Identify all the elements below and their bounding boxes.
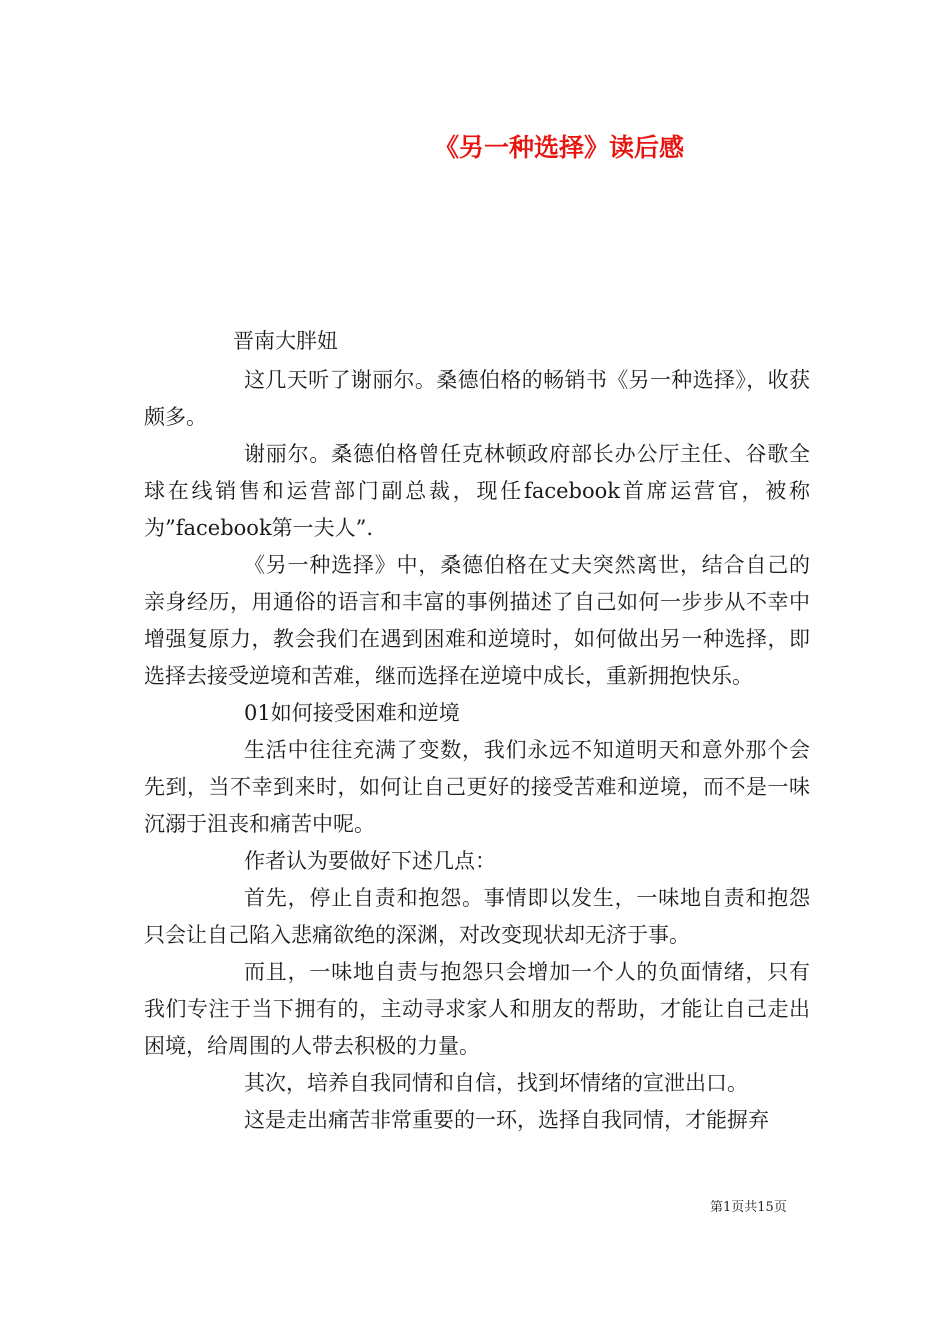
- page-number: 第1页共15页: [710, 1200, 787, 1215]
- paragraph: 作者认为要做好下述几点：: [244, 849, 496, 873]
- paragraph: 其次，培养自我同情和自信，找到坏情绪的宣泄出口。: [244, 1071, 748, 1095]
- author-name: 晋南大胖妞: [233, 329, 338, 353]
- paragraph: 《另一种选择》中，桑德伯格在丈夫突然离世，结合自己的亲身经历，用通俗的语言和丰富的事例描述了自己如何一步步从不幸中增强复原力，教会我们在遇到困难和逆境时，如何做出另一种选择，即选择去接受逆境和苦难，继而选择在逆境中成长，重新拥抱快乐。: [144, 553, 810, 688]
- document-body: [144, 362, 810, 1139]
- paragraph: 首先，停止自责和抱怨。事情即以发生，一味地自责和抱怨只会让自己陷入悲痛欲绝的深渊，对改变现状却无济于事。: [144, 886, 810, 947]
- paragraph: 生活中往往充满了变数，我们永远不知道明天和意外那个会先到，当不幸到来时，如何让自己更好的接受苦难和逆境，而不是一味沉溺于沮丧和痛苦中呢。: [144, 738, 810, 836]
- document-title: 《另一种选择》读后感: [433, 133, 684, 162]
- paragraph: 这几天听了谢丽尔。桑德伯格的畅销书《另一种选择》，收获颇多。: [144, 368, 810, 429]
- section-heading: 01如何接受困难和逆境: [244, 701, 460, 725]
- paragraph: 这是走出痛苦非常重要的一环，选择自我同情，才能摒弃: [244, 1108, 769, 1132]
- paragraph: 而且，一味地自责与抱怨只会增加一个人的负面情绪，只有我们专注于当下拥有的，主动寻求家人和朋友的帮助，才能让自己走出困境，给周围的人带去积极的力量。: [144, 960, 810, 1058]
- paragraph: 谢丽尔。桑德伯格曾任克林顿政府部长办公厅主任、谷歌全球在线销售和运营部门副总裁，现任facebook首席运营官，被称为”facebook第一夫人”.: [144, 442, 810, 540]
